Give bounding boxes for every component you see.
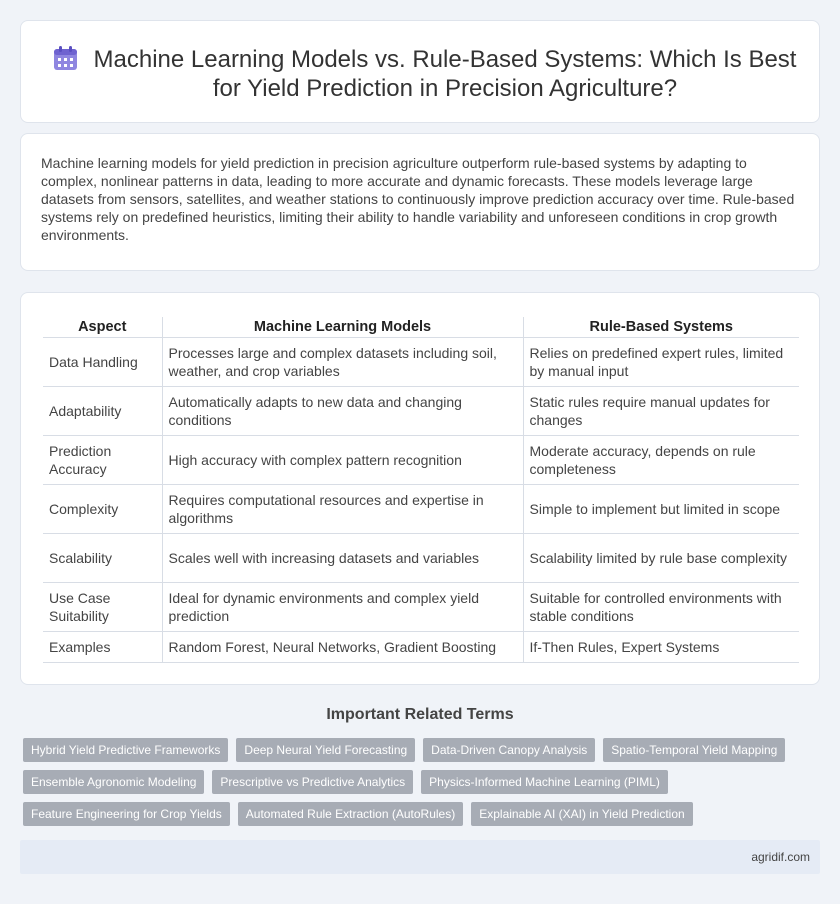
site-link[interactable]: agridif.com: [751, 850, 810, 864]
table-cell: Scalability: [43, 533, 162, 582]
table-cell: Ideal for dynamic environments and complex yield prediction: [162, 582, 523, 631]
table-cell: Prediction Accuracy: [43, 435, 162, 484]
related-term-tag[interactable]: Automated Rule Extraction (AutoRules): [238, 802, 463, 826]
related-terms-title: Important Related Terms: [326, 706, 514, 723]
table-cell: Processes large and complex datasets including soil, weather, and crop variables: [162, 337, 523, 386]
table-cell: Automatically adapts to new data and changing conditions: [162, 386, 523, 435]
table-cell: Use Case Suitability: [43, 582, 162, 631]
table-cell: Simple to implement but limited in scope: [523, 484, 799, 533]
comparison-table: [43, 317, 799, 663]
comparison-card: [20, 292, 820, 685]
intro-card: [20, 133, 820, 271]
table-cell: Requires computational resources and expertise in algorithms: [162, 484, 523, 533]
intro-paragraph: Machine learning models for yield prediction in precision agriculture outperform rule-based systems by adapting to complex, nonlinear patterns in data, leading to more accurate and dynamic forecasts. These models leverage large datasets from sensors, satellites, and weather stations to continuously improve prediction accuracy over time. Rule-based systems rely on predefined heuristics, limiting their ability to handle variability and unforeseen conditions in crop growth environments.: [41, 155, 795, 243]
related-term-tag[interactable]: Hybrid Yield Predictive Frameworks: [23, 738, 228, 762]
related-terms-tags: [23, 738, 823, 834]
table-row: [43, 386, 799, 435]
related-term-tag[interactable]: Feature Engineering for Crop Yields: [23, 802, 230, 826]
calendar-icon: [53, 46, 78, 71]
related-term-tag[interactable]: Spatio-Temporal Yield Mapping: [603, 738, 785, 762]
table-cell: Adaptability: [43, 386, 162, 435]
table-cell: Data Handling: [43, 337, 162, 386]
table-cell: Moderate accuracy, depends on rule completeness: [523, 435, 799, 484]
table-row: [43, 582, 799, 631]
related-term-tag[interactable]: Explainable AI (XAI) in Yield Prediction: [471, 802, 692, 826]
related-term-tag[interactable]: Physics-Informed Machine Learning (PIML): [421, 770, 668, 794]
table-cell: Static rules require manual updates for changes: [523, 386, 799, 435]
table-row: [43, 484, 799, 533]
table-header-row: [43, 317, 799, 337]
footer: [20, 840, 820, 874]
table-cell: Random Forest, Neural Networks, Gradient Boosting: [162, 631, 523, 662]
related-term-tag[interactable]: Data-Driven Canopy Analysis: [423, 738, 595, 762]
column-header: Machine Learning Models: [162, 317, 523, 337]
table-row: [43, 631, 799, 662]
table-cell: If-Then Rules, Expert Systems: [523, 631, 799, 662]
table-cell: Relies on predefined expert rules, limited by manual input: [523, 337, 799, 386]
table-cell: Complexity: [43, 484, 162, 533]
related-term-tag[interactable]: Deep Neural Yield Forecasting: [236, 738, 415, 762]
related-term-tag[interactable]: Prescriptive vs Predictive Analytics: [212, 770, 413, 794]
table-cell: Scales well with increasing datasets and variables: [162, 533, 523, 582]
page-title: Machine Learning Models vs. Rule-Based Systems: Which Is Best for Yield Prediction in Precision Agriculture?: [93, 46, 797, 102]
tag-row: [23, 738, 823, 762]
table-cell: High accuracy with complex pattern recognition: [162, 435, 523, 484]
table-row: [43, 435, 799, 484]
tag-row: [23, 802, 823, 826]
table-cell: Suitable for controlled environments with stable conditions: [523, 582, 799, 631]
column-header: Rule-Based Systems: [523, 317, 799, 337]
tag-row: [23, 770, 823, 794]
title-card: [20, 20, 820, 123]
table-cell: Scalability limited by rule base complexity: [523, 533, 799, 582]
table-row: [43, 337, 799, 386]
column-header: Aspect: [43, 317, 162, 337]
related-term-tag[interactable]: Ensemble Agronomic Modeling: [23, 770, 204, 794]
table-row: [43, 533, 799, 582]
table-cell: Examples: [43, 631, 162, 662]
